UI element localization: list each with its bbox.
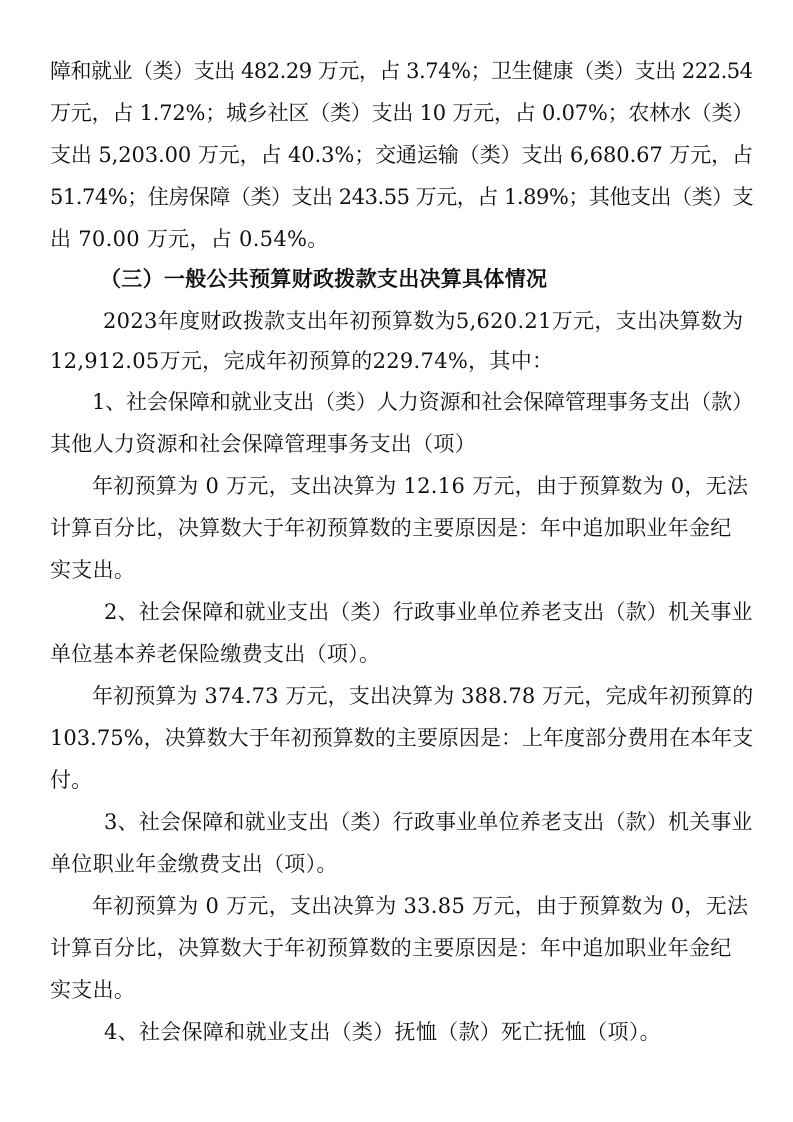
summary-line-2: 12,912.05万元，完成年初预算的229.74%，其中： [50,349,554,373]
intro-line-3: 支出 5,203.00 万元，占 40.3%；交通运输（类）支出 6,680.67 万元，占 [50,143,753,167]
item-2-body-line-2: 103.75%，决算数大于年初预算数的主要原因是：上年度部分费用在本年支 [50,726,754,750]
section-heading: （三）一般公共预算财政拨款支出决算具体情况 [100,267,548,291]
item-1-body-line-2: 计算百分比，决算数大于年初预算数的主要原因是：年中追加职业年金纪 [50,516,732,540]
item-3-title-line-1: 3、社会保障和就业支出（类）行政事业单位养老支出（款）机关事业 [104,810,753,834]
item-3-body-line-1: 年初预算为 0 万元，支出决算为 33.85 万元，由于预算数为 0，无法 [92,894,749,918]
item-2-body-line-3: 付。 [50,768,93,792]
item-3-title-line-2: 单位职业年金缴费支出（项）。 [50,852,338,876]
summary-line-1: 2023年度财政拨款支出年初预算数为5,620.21万元，支出决算数为 [103,309,744,333]
item-3-body-line-3: 实支出。 [50,978,136,1002]
item-2-title-line-1: 2、社会保障和就业支出（类）行政事业单位养老支出（款）机关事业 [104,600,753,624]
intro-line-2: 万元，占 1.72%；城乡社区（类）支出 10 万元，占 0.07%；农林水（类） [50,101,754,125]
item-2-body-line-1: 年初预算为 374.73 万元，支出决算为 388.78 万元，完成年初预算的 [92,684,754,708]
intro-line-5: 出 70.00 万元，占 0.54%。 [50,227,329,251]
item-3-body-line-2: 计算百分比，决算数大于年初预算数的主要原因是：年中追加职业年金纪 [50,936,732,960]
intro-line-1: 障和就业（类）支出 482.29 万元，占 3.74%；卫生健康（类）支出 222.54 [50,59,753,83]
item-1-body-line-1: 年初预算为 0 万元，支出决算为 12.16 万元，由于预算数为 0，无法 [92,474,749,498]
item-1-title-line-2: 其他人力资源和社会保障管理事务支出（项） [50,432,476,456]
intro-line-4: 51.74%；住房保障（类）支出 243.55 万元，占 1.89%；其他支出（类）支 [50,185,754,209]
item-1-body-line-3: 实支出。 [50,558,136,582]
item-2-title-line-2: 单位基本养老保险缴费支出（项）。 [50,642,381,666]
item-4-title-line-1: 4、社会保障和就业支出（类）抚恤（款）死亡抚恤（项）。 [104,1020,661,1044]
item-1-title-line-1: 1、社会保障和就业支出（类）人力资源和社会保障管理事务支出（款） [92,390,753,414]
